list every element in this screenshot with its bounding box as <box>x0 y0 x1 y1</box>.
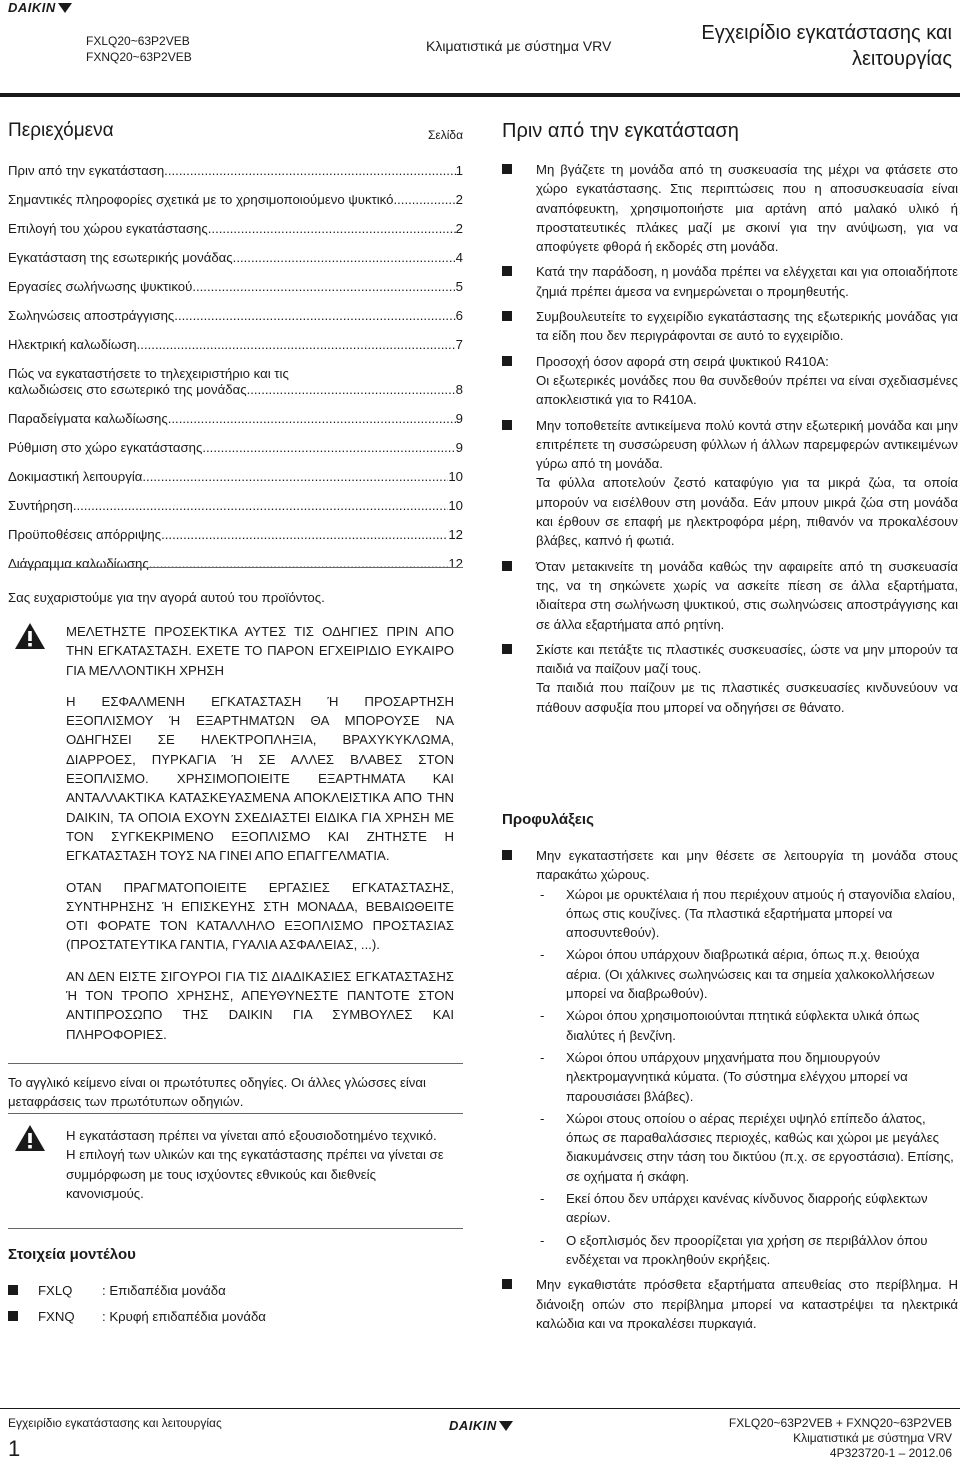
toc-leader <box>202 440 455 456</box>
daikin-logo <box>8 2 74 14</box>
toc-item[interactable] <box>8 295 463 324</box>
bullet-square-icon <box>8 1311 18 1321</box>
toc-item-title: Σωληνώσεις αποστράγγισης <box>8 308 175 323</box>
toc-leader <box>247 382 456 398</box>
before-installation-list <box>502 160 958 723</box>
header-models <box>86 33 192 65</box>
dash-item: - Εκεί όπου δεν υπάρχει κανένας κίνδυνος διαρροής εύφλεκτων αερίων. <box>536 1189 958 1228</box>
divider <box>8 1228 463 1229</box>
dash-item: - Ο εξοπλισμός δεν προορίζεται για χρήση σε περιβάλλον όπου ενδέχεται να προκληθούν εκρήξεις. <box>536 1231 958 1270</box>
list-item <box>502 1275 958 1333</box>
installer-warning-line: Η επιλογή των υλικών και της εγκατάστασης πρέπει να γίνεται σε συμμόρφωση με τους ισχύοντες εθνικούς και διεθνείς κανονισμούς. <box>66 1147 444 1201</box>
toc-item[interactable] <box>8 266 463 295</box>
toc-item-page: 1 <box>455 163 463 178</box>
section-heading-before-installation: Πριν από την εγκατάσταση <box>502 120 739 142</box>
model-row <box>8 1282 408 1298</box>
toc-item-page: 12 <box>448 527 463 542</box>
footer-series: Κλιματιστικά με σύστημα VRV <box>793 1431 952 1445</box>
original-language-note: Το αγγλικό κείμενο είναι οι πρωτότυπες οδηγίες. Οι άλλες γλώσσες είναι μεταφράσεις των πρωτότυπων οδηγιών. <box>8 1075 426 1110</box>
toc-item-title: Προϋποθέσεις απόρριψης <box>8 527 162 542</box>
toc-item[interactable] <box>8 427 463 456</box>
toc-item[interactable] <box>8 456 463 485</box>
footer-models: FXLQ20~63P2VEB + FXNQ20~63P2VEB <box>728 1416 952 1430</box>
bullet-square-icon <box>502 1279 512 1289</box>
installer-warning-line: Η εγκατάσταση πρέπει να γίνεται από εξουσιοδοτημένο τεχνικό. <box>66 1128 437 1143</box>
toc-item-page: 5 <box>455 279 463 294</box>
footer-daikin-logo <box>449 1420 513 1432</box>
bullet-square-icon <box>502 311 512 321</box>
document-title-line-2: λειτουργίας <box>851 48 952 70</box>
toc-leader <box>73 498 449 514</box>
toc-item-title: Εγκατάσταση της εσωτερικής μονάδας <box>8 250 233 265</box>
toc-item-title: Εργασίες σωλήνωσης ψυκτικού <box>8 279 193 294</box>
bullet-square-icon <box>502 420 512 430</box>
toc-item-page: 9 <box>455 440 463 455</box>
toc-heading: Περιεχόμενα <box>8 120 114 141</box>
toc-item[interactable] <box>8 485 463 514</box>
daikin-logo-mark-icon <box>499 1421 513 1431</box>
safety-warning-paragraph: ΑΝ ΔΕΝ ΕΙΣΤΕ ΣΙΓΟΥΡΟΙ ΓΙΑ ΤΙΣ ΔΙΑΔΙΚΑΣΙΕΣ ΕΓΚΑΤΑΣΤΑΣΗΣ Ή ΤΟΝ ΤΡΟΠΟ ΧΡΗΣΗΣ, ΑΠΕΥΘΥΝΕΣΤΕ ΠΑΝΤΟΤΕ ΣΤΟΝ ΑΝΤΙΠΡΟΣΩΠΟ ΤΗΣ DAIKIN ΓΙΑ ΣΥΜΒΟΥΛΕΣ ΚΑΙ ΠΛΗΡΟΦΟΡΙΕΣ. <box>66 968 454 1042</box>
toc-item-page: 10 <box>448 469 463 484</box>
list-item-text: Μη βγάζετε τη μονάδα από τη συσκευασία της μέχρι να φτάσετε στο χώρο εγκατάστασης. Στις περιπτώσεις που η αποσυσκευασία είναι αναπόφευκτη, χρησιμοποιήστε μια αρτάνη από μαλακό υλικό ή προστατευτικές πλάκες μαζί με σκοινί για την ανύψωση, για να αποφύγετε φθορά ή εκδορές στη μονάδα. <box>536 162 958 255</box>
footer-info <box>652 1416 952 1461</box>
dash-item: - Χώροι με ορυκτέλαια ή που περιέχουν ατμούς ή σταγονίδια ελαίου, όπως στις κουζίνες. (Τα πλαστικά εξαρτήματα μπορεί να αποσυντεθούν). <box>536 885 958 943</box>
toc-leader <box>192 279 455 295</box>
model-description: : Επιδαπέδια μονάδα <box>102 1282 226 1298</box>
table-of-contents <box>8 150 463 572</box>
toc-leader <box>149 556 449 572</box>
bullet-square-icon <box>502 266 512 276</box>
document-title <box>652 20 952 72</box>
toc-item[interactable] <box>8 208 463 237</box>
toc-item-page: 2 <box>455 192 463 207</box>
list-item-text: Μην τοποθετείτε αντικείμενα πολύ κοντά στην εξωτερική μονάδα και μην επιτρέπετε τη συσσώρευση φύλλων ή άλλων παρεμφερών αντικειμένων γύρω από τη μονάδα. <box>536 417 958 472</box>
toc-divider <box>8 567 463 568</box>
list-item <box>502 846 958 1269</box>
toc-leader <box>161 527 448 543</box>
toc-item[interactable] <box>8 514 463 543</box>
bullet-square-icon <box>8 1285 18 1295</box>
toc-item-page: 10 <box>448 498 463 513</box>
safety-warning-paragraph: Η ΕΣΦΑΛΜΕΝΗ ΕΓΚΑΤΑΣΤΑΣΗ Ή ΠΡΟΣΑΡΤΗΣΗ ΕΞΟΠΛΙΣΜΟΥ Ή ΕΞΑΡΤΗΜΑΤΩΝ ΘΑ ΜΠΟΡΟΥΣΕ ΝΑ ΟΔΗΓΗΣΕΙ ΣΕ ΗΛΕΚΤΡΟΠΛΗΞΙΑ, ΒΡΑΧΥΚΥΚΛΩΜΑ, ΔΙΑΡΡΟΕΣ, ΠΥΡΚΑΓΙΑ Ή ΣΕ ΑΛΛΕΣ ΒΛΑΒΕΣ ΣΤΟΝ ΕΞΟΠΛΙΣΜΟ. ΧΡΗΣΙΜΟΠΟΙΕΙΤΕ ΕΞΑΡΤΗΜΑΤΑ ΚΑΙ ΑΝΤΑΛΛΑΚΤΙΚΑ ΚΑΤΑΣΚΕΥΑΣΜΕΝΑ ΑΠΟΚΛΕΙΣΤΙΚΑ ΑΠΟ ΤΗΝ DAIKIN, ΤΑ ΟΠΟΙΑ ΕΧΟΥΝ ΣΧΕΔΙΑΣΤΕΙ ΕΙΔΙΚΑ ΓΙΑ ΧΡΗΣΗ ΜΕ ΤΟΝ ΣΥΓΚΕΚΡΙΜΕΝΟ ΕΞΟΠΛΙΣΜΟ ΚΑΙ ΖΗΤΗΣΤΕ Η ΕΓΚΑΤΑΣΤΑΣΗ ΤΟΥΣ ΝΑ ΓΙΝΕΙ ΑΠΟ ΕΠΑΓΓΕΛΜΑΤΙΑ. <box>66 693 454 864</box>
dash-item: - Χώροι όπου υπάρχουν μηχανήματα που δημιουργούν ηλεκτρομαγνητικά κύματα. (Το σύστημα ελέγχου μπορεί να παρουσιάσει βλάβες). <box>536 1048 958 1106</box>
precautions-list <box>502 846 958 1339</box>
list-item-text: Μην εγκαταστήσετε και μην θέσετε σε λειτουργία τη μονάδα στους παρακάτω χώρους. <box>536 848 958 883</box>
bullet-square-icon <box>502 561 512 571</box>
brand-name: DAIKIN <box>8 0 56 15</box>
bullet-square-icon <box>502 356 512 366</box>
safety-warning-paragraph: ΜΕΛΕΤΗΣΤΕ ΠΡΟΣΕΚΤΙΚΑ ΑΥΤΕΣ ΤΙΣ ΟΔΗΓΙΕΣ ΠΡΙΝ ΑΠΟ ΤΗΝ ΕΓΚΑΤΑΣΤΑΣΗ. ΕΧΕΤΕ ΤΟ ΠΑΡΟΝ ΕΓΧΕΙΡΙΔΙΟ ΕΥΚΑΙΡΟ ΓΙΑ ΜΕΛΛΟΝΤΙΚΗ ΧΡΗΣΗ <box>66 624 454 678</box>
toc-item-title: Επιλογή του χώρου εγκατάστασης <box>8 221 208 236</box>
toc-item-page: 12 <box>448 556 463 571</box>
toc-leader <box>208 221 456 237</box>
list-item <box>502 352 958 410</box>
toc-leader <box>168 411 456 427</box>
model-code: FXLQ <box>38 1282 73 1298</box>
list-item <box>502 416 958 551</box>
list-item-text: Συμβουλευτείτε το εγχειρίδιο εγκατάστασης της εξωτερικής μονάδας για τα είδη που δεν περιγράφονται σε αυτό το εγχειρίδιο. <box>536 309 958 344</box>
toc-item[interactable] <box>8 353 463 398</box>
toc-item-title: Σημαντικές πληροφορίες σχετικά με το χρησιμοποιούμενο ψυκτικό <box>8 192 394 207</box>
toc-item-title: Ρύθμιση στο χώρο εγκατάστασης <box>8 440 203 455</box>
toc-item[interactable] <box>8 237 463 266</box>
toc-item-page: 8 <box>455 382 463 397</box>
list-item-text: Προσοχή όσον αφορά στη σειρά ψυκτικού R410A: <box>536 353 829 369</box>
toc-leader <box>393 192 455 208</box>
dash-item: - Χώροι όπου χρησιμοποιούνται πτητικά εύφλεκτα υλικά όπως διαλύτες ή βενζίνη. <box>536 1006 958 1045</box>
toc-leader <box>142 469 448 485</box>
toc-item[interactable] <box>8 398 463 427</box>
header-model-2: FXNQ20~63P2VEB <box>86 50 192 64</box>
model-description: : Κρυφή επιδαπέδια μονάδα <box>102 1308 266 1324</box>
toc-item-title: Συντήρηση <box>8 498 73 513</box>
footer-document-name: Εγχειρίδιο εγκατάστασης και λειτουργίας <box>8 1416 222 1430</box>
header-model-1: FXLQ20~63P2VEB <box>86 34 190 48</box>
precautions-heading: Προφυλάξεις <box>502 811 594 828</box>
footer-brand-name: DAIKIN <box>449 1418 497 1433</box>
list-item-text: Κατά την παράδοση, η μονάδα πρέπει να ελέγχεται και για οποιαδήποτε ζημιά πρέπει άμεσα να ενημερώνεται ο προμηθευτής. <box>536 264 958 299</box>
installer-warning <box>66 1126 456 1203</box>
thanks-note: Σας ευχαριστούμε για την αγορά αυτού του προϊόντος. <box>8 590 325 605</box>
list-item-text: Σκίστε και πετάξτε τις πλαστικές συσκευασίες, ώστε να μην μπορούν τα παιδιά να παίζουν μαζί τους. <box>536 641 958 677</box>
list-item-subtext: Οι εξωτερικές μονάδες που θα συνδεθούν πρέπει να είναι σχεδιασμένες αποκλειστικά για το R410A. <box>536 372 958 408</box>
divider <box>8 1063 463 1064</box>
safety-warning-block <box>66 622 454 1056</box>
list-item <box>502 160 958 256</box>
divider <box>8 1113 463 1114</box>
toc-page-label: Σελίδα <box>428 128 464 142</box>
list-item-subtext: Τα φύλλα αποτελούν ζεστό καταφύγιο για τα μικρά ζώα, τα οποία μπορούν να εισέλθουν στη μονάδα. Εάν μπουν μικρά ζώα στη μονάδα και έρθουν σε επαφή με ηλεκτροφόρα μέρη, πιθανόν να προκαλέσουν βλάβες, καπνό ή φωτιά. <box>536 475 958 549</box>
list-item-text: Μην εγκαθιστάτε πρόσθετα εξαρτήματα απευθείας στο περίβλημα. Η διάνοιξη οπών στο περίβλημα μπορεί να καταστρέψει τα ηλεκτρικά καλώδια και να προκαλέσει πυρκαγιά. <box>536 1277 958 1331</box>
footer-doc-code: 4P323720-1 – 2012.06 <box>829 1446 952 1460</box>
toc-item-title: Ηλεκτρική καλωδίωση <box>8 337 137 352</box>
header-subtitle: Κλιματιστικά με σύστημα VRV <box>426 38 612 54</box>
model-info-heading: Στοιχεία μοντέλου <box>8 1246 136 1263</box>
page-number: 1 <box>8 1436 21 1461</box>
bullet-square-icon <box>502 164 512 174</box>
header-rule <box>0 93 960 97</box>
dash-list <box>536 885 958 1270</box>
toc-leader <box>137 337 456 353</box>
toc-item-title: Πριν από την εγκατάσταση <box>8 163 165 178</box>
toc-item-title: Παραδείγματα καλωδίωσης <box>8 411 168 426</box>
list-item <box>502 262 958 301</box>
toc-item[interactable] <box>8 150 463 179</box>
toc-item[interactable] <box>8 179 463 208</box>
model-code: FXNQ <box>38 1308 75 1324</box>
bullet-square-icon <box>502 850 512 860</box>
toc-item[interactable] <box>8 324 463 353</box>
warning-icon <box>14 622 46 650</box>
toc-leader <box>174 308 455 324</box>
dash-item: - Χώροι στους οποίου ο αέρας περιέχει υψηλό επίπεδο άλατος, όπως σε παραθαλάσσιες περιοχές, καθώς και χώροι με μεγάλες διακυμάνσεις στην τάση του δικτύου (π.χ. σε εργοστάσια). Επίσης, σε οχήματα ή σκάφη. <box>536 1109 958 1186</box>
toc-item-title: Διάγραμμα καλωδίωσης <box>8 556 149 571</box>
toc-item-page: 4 <box>455 250 463 265</box>
dash-item: - Χώροι όπου υπάρχουν διαβρωτικά αέρια, όπως π.χ. θειούχα αέρια. (Οι χάλκινες σωληνώσεις και τα σημεία χαλκοκολλήσεων μπορεί να διαβρωθούν). <box>536 945 958 1003</box>
document-title-line-1: Εγχειρίδιο εγκατάστασης και <box>701 22 952 44</box>
bullet-square-icon <box>502 644 512 654</box>
warning-icon <box>14 1124 46 1152</box>
toc-item-title-line-1: Πώς να εγκαταστήσετε το τηλεχειριστήριο και τις <box>8 366 289 381</box>
list-item <box>502 557 958 634</box>
list-item <box>502 640 958 717</box>
toc-item-page: 7 <box>455 337 463 352</box>
list-item-text: Όταν μετακινείτε τη μονάδα καθώς την αφαιρείτε από τη συσκευασία της, να τη σηκώνετε χωρίς να ασκείτε πίεση σε άλλα εξαρτήματα, ιδιαίτερα στη σωλήνωση ψυκτικού, στις σωληνώσεις αποστράγγισης και σε άλλα εξαρτήματα από ρητίνη. <box>536 558 958 632</box>
toc-item-title-line-2: καλωδιώσεις στο εσωτερικό της μονάδας <box>8 382 247 397</box>
toc-item-title: Δοκιμαστική λειτουργία <box>8 469 143 484</box>
toc-leader <box>164 163 455 179</box>
toc-item-page: 2 <box>455 221 463 236</box>
list-item <box>502 307 958 346</box>
model-row <box>8 1308 408 1324</box>
footer-rule <box>0 1408 960 1409</box>
toc-item-page: 9 <box>455 411 463 426</box>
toc-item-page: 6 <box>455 308 463 323</box>
toc-leader <box>233 250 456 266</box>
safety-warning-paragraph: ΟΤΑΝ ΠΡΑΓΜΑΤΟΠΟΙΕΙΤΕ ΕΡΓΑΣΙΕΣ ΕΓΚΑΤΑΣΤΑΣΗΣ, ΣΥΝΤΗΡΗΣΗΣ Ή ΕΠΙΣΚΕΥΗΣ ΣΤΗ ΜΟΝΑΔΑ, ΒΕΒΑΙΩΘΕΙΤΕ ΟΤΙ ΦΟΡΑΤΕ ΤΟΝ ΚΑΤΑΛΛΗΛΟ ΕΞΟΠΛΙΣΜΟ ΠΡΟΣΤΑΣΙΑΣ (ΠΡΟΣΤΑΤΕΥΤΙΚΑ ΓΑΝΤΙΑ, ΓΥΑΛΙΑ ΑΣΦΑΛΕΙΑΣ, ...). <box>66 879 454 953</box>
daikin-logo-mark-icon <box>58 3 72 13</box>
list-item-subtext: Τα παιδιά που παίζουν με τις πλαστικές συσκευασίες κινδυνεύουν να πάθουν ασφυξία που μπορεί να οδηγήσει σε θάνατο. <box>536 680 958 715</box>
